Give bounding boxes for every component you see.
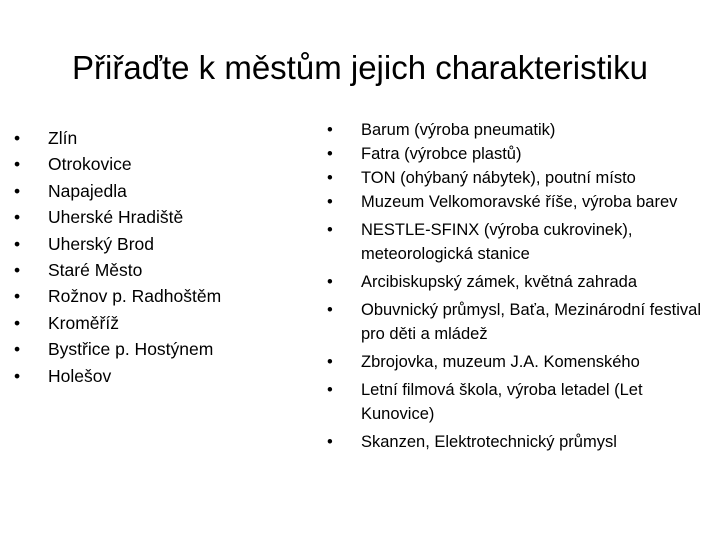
list-item [14, 310, 304, 336]
characteristic-label: Zbrojovka, muzeum J.A. Komenského [361, 353, 640, 371]
bullet-icon: • [14, 154, 21, 175]
characteristic-label: Skanzen, Elektrotechnický průmysl [361, 433, 617, 451]
city-label: Bystřice p. Hostýnem [48, 339, 214, 360]
list-item [327, 218, 717, 266]
slide-title: Přiřaďte k městům jejich charakteristiku [72, 49, 648, 86]
list-item [327, 190, 717, 214]
city-label: Uherské Hradiště [48, 207, 184, 228]
list-item [14, 204, 304, 230]
characteristics-list [327, 118, 717, 454]
characteristic-label: TON (ohýbaný nábytek), poutní místo [361, 169, 636, 187]
city-label: Holešov [48, 365, 112, 386]
bullet-icon: • [14, 233, 21, 254]
bullet-icon: • [327, 121, 333, 139]
list-item [327, 270, 717, 294]
list-item [327, 350, 717, 374]
bullet-icon: • [14, 180, 21, 201]
city-label: Uherský Brod [48, 233, 155, 254]
list-item [14, 363, 304, 389]
bullet-icon: • [327, 221, 333, 239]
city-label: Zlín [48, 128, 78, 148]
characteristic-label: Muzeum Velkomoravské říše, výroba barev [361, 193, 678, 211]
bullet-icon: • [14, 260, 21, 281]
list-item [327, 378, 717, 426]
characteristic-label: NESTLE-SFINX (výroba cukrovinek), meteorologická stanice [361, 221, 633, 263]
characteristic-label: Fatra (výrobce plastů) [361, 145, 522, 163]
bullet-icon: • [14, 365, 21, 386]
bullet-icon: • [327, 433, 333, 451]
characteristic-label: Letní filmová škola, výroba letadel (Let Kunovice) [361, 381, 643, 423]
bullet-icon: • [14, 207, 21, 228]
list-item [14, 125, 304, 151]
bullet-icon: • [327, 169, 333, 187]
city-label: Staré Město [48, 260, 143, 281]
list-item [327, 430, 717, 454]
bullet-icon: • [14, 286, 21, 307]
list-item [327, 166, 717, 190]
city-label: Otrokovice [48, 154, 132, 175]
list-item [14, 151, 304, 177]
bullet-icon: • [327, 381, 333, 399]
list-item [327, 118, 717, 142]
list-item [14, 178, 304, 204]
list-item [14, 231, 304, 257]
bullet-icon: • [14, 128, 21, 148]
bullet-icon: • [14, 339, 21, 360]
list-item [327, 298, 717, 346]
bullet-icon: • [14, 312, 21, 333]
characteristic-label: Obuvnický průmysl, Baťa, Mezinárodní festival pro děti a mládež [361, 301, 701, 343]
list-item [14, 257, 304, 283]
bullet-icon: • [327, 145, 333, 163]
city-label: Napajedla [48, 180, 127, 201]
list-item [14, 283, 304, 309]
city-label: Rožnov p. Radhoštěm [48, 286, 222, 307]
characteristic-label: Arcibiskupský zámek, květná zahrada [361, 273, 638, 291]
characteristic-label: Barum (výroba pneumatik) [361, 121, 556, 139]
city-label: Kroměříž [48, 312, 119, 333]
cities-list [14, 125, 304, 389]
bullet-icon: • [327, 273, 333, 291]
list-item [14, 336, 304, 362]
bullet-icon: • [327, 353, 333, 371]
bullet-icon: • [327, 193, 333, 211]
list-item [327, 142, 717, 166]
bullet-icon: • [327, 301, 333, 319]
